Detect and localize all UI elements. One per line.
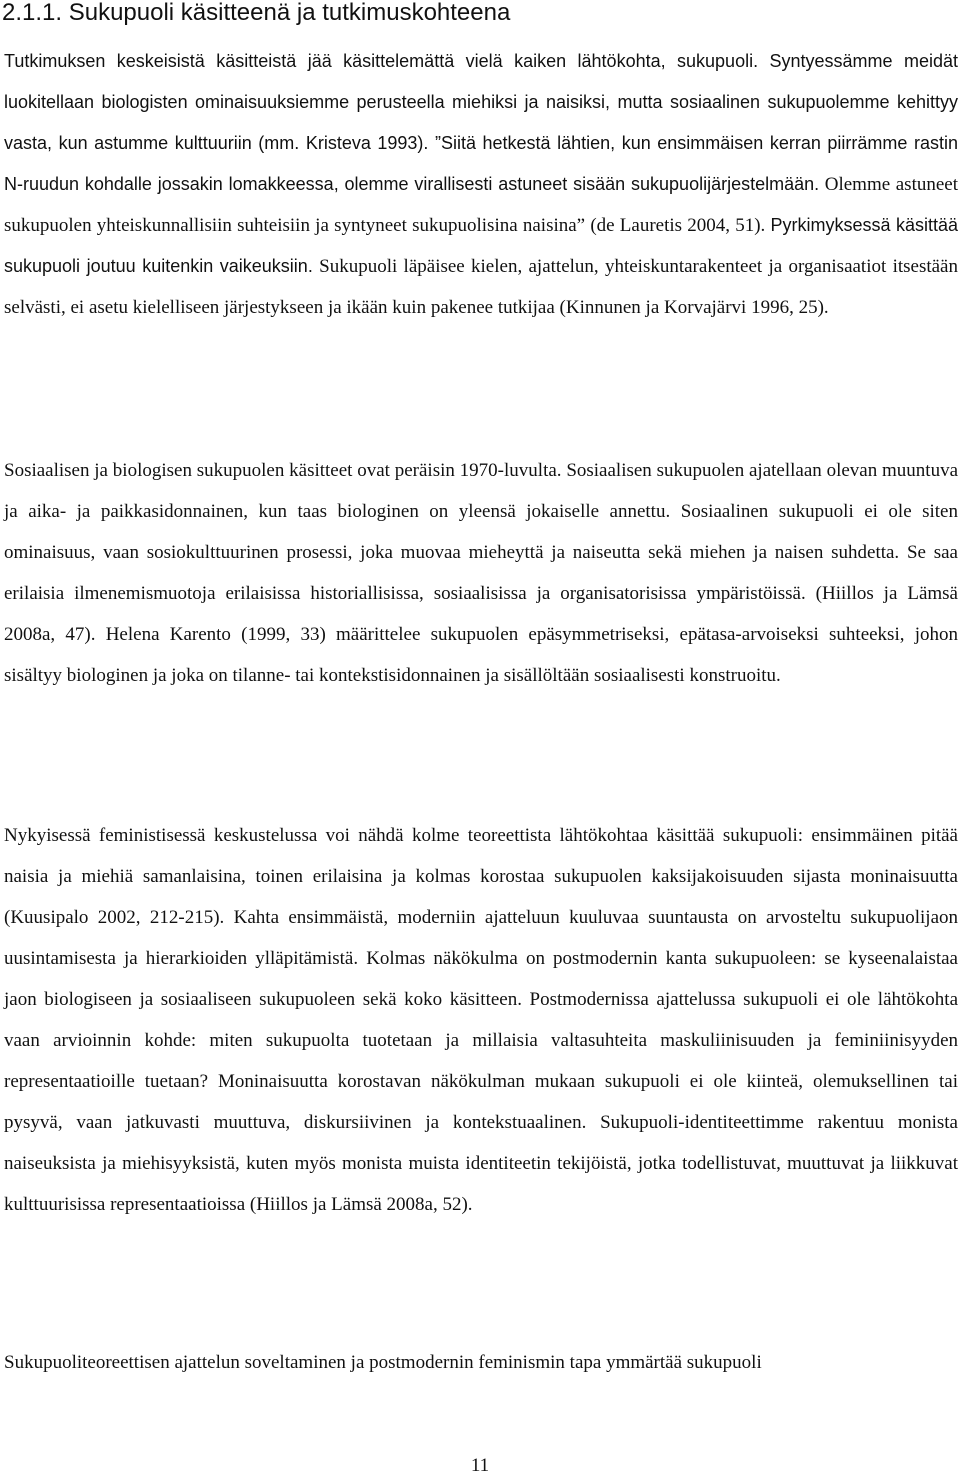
- paragraph-2: Sosiaalisen ja biologisen sukupuolen käsitteet ovat peräisin 1970-luvulta. Sosiaalisen sukupuolen ajatellaan olevan muuntuva ja aika- ja paikkasidonnainen, kun taas biologinen on yleensä jokaiselle annettu. Sosiaalinen sukupuoli ei ole siten ominaisuus, vaan sosiokulttuurinen prosessi, joka muovaa mieheyttä ja naiseutta sekä miehen ja naisen suhdetta. Se saa erilaisia ilmenemismuotoja erilaisissa historiallisissa, sosiaalisissa ja organisatorisissa ympäristöissä. (Hiillos ja Lämsä 2008a, 47). Helena Karento (1999, 33) määrittelee sukupuolen epäsymmetriseksi, epätasa-arvoiseksi suhteeksi, johon sisältyy biologinen ja joka on tilanne- tai kontekstisidonnainen ja sisällöltään sosiaalisesti konstruoitu.: [4, 460, 958, 686]
- paragraph-1: [4, 41, 958, 328]
- section-heading: 2.1.1. Sukupuoli käsitteenä ja tutkimuskohteena: [2, 0, 511, 26]
- paragraph-3: Nykyisessä feministisessä keskustelussa voi nähdä kolme teoreettista lähtökohtaa käsittää sukupuoli: ensimmäinen pitää naisia ja miehiä samanlaisina, toinen erilaisina ja kolmas korostaa sukupuolen kaksijakoisuuden sijasta moninaisuutta (Kuusipalo 2002, 212-215). Kahta ensimmäistä, moderniin ajatteluun kuuluvaa suuntausta on arvosteltu sukupuolijaon uusintamisesta ja hierarkioiden ylläpitämistä. Kolmas näkökulma on postmodernin kanta sukupuoleen: se kyseenalaistaa jaon biologiseen ja sosiaaliseen sukupuoleen sekä koko käsitteen. Postmodernissa ajattelussa sukupuoli ei ole lähtökohta vaan arvioinnin kohde: miten sukupuolta tuotetaan ja millaisia valtasuhteita maskuliinisuuden ja feminiinisyyden representaatioille tuetaan? Moninaisuutta korostavan näkökulman mukaan sukupuoli ei ole kiinteä, olemuksellinen tai pysyvä, vaan jatkuvasti muuttuva, diskursiivinen ja kontekstuaalinen. Sukupuoli-identiteettimme rakentuu monista naiseuksista ja miehisyyksistä, kuten myös monista muista identiteetin tekijöistä, jotka todellistuvat, muuttuvat ja liikkuvat kulttuurisissa representaatioissa (Hiillos ja Lämsä 2008a, 52).: [4, 825, 958, 1215]
- paragraph-1-serif-text: Olemme astuneet sukupuolen yhteiskunnallisiin suhteisiin ja syntyneet sukupuolisina naisina” (de Lauretis 2004, 51).: [4, 174, 958, 236]
- paragraph-1-serif-text-2: Sukupuoli läpäisee kielen, ajattelun, yhteiskuntarakenteet ja organisaatiot itsestään selvästi, ei asetu kielelliseen järjestykseen ja ikään kuin pakenee tutkijaa (Kinnunen ja Korvajärvi 1996, 25).: [4, 256, 958, 318]
- paragraph-1-sans-text-2: Pyrkimyksessä käsittää sukupuoli joutuu kuitenkin vaikeuksiin.: [4, 215, 959, 276]
- paragraph-4: Sukupuoliteoreettisen ajattelun soveltaminen ja postmodernin feminismin tapa ymmärtää sukupuoli: [4, 1352, 762, 1373]
- page-number: 11: [470, 1455, 490, 1476]
- paragraph-1-sans-text: Tutkimuksen keskeisistä käsitteistä jää käsittelemättä vielä kaiken lähtökohta, sukupuoli. Syntyessämme meidät luokitellaan biologisten ominaisuuksiemme perusteella miehiksi ja naisiksi, mutta sosiaalinen sukupuolemme kehittyy vasta, kun astumme kulttuuriin (mm. Kristeva 1993). ”Siitä hetkestä lähtien, kun ensimmäisen kerran piirrämme rastin N-ruudun kohdalle jossakin lomakkeessa, olemme virallisesti astuneet sisään sukupuolijärjestelmään.: [4, 51, 958, 194]
